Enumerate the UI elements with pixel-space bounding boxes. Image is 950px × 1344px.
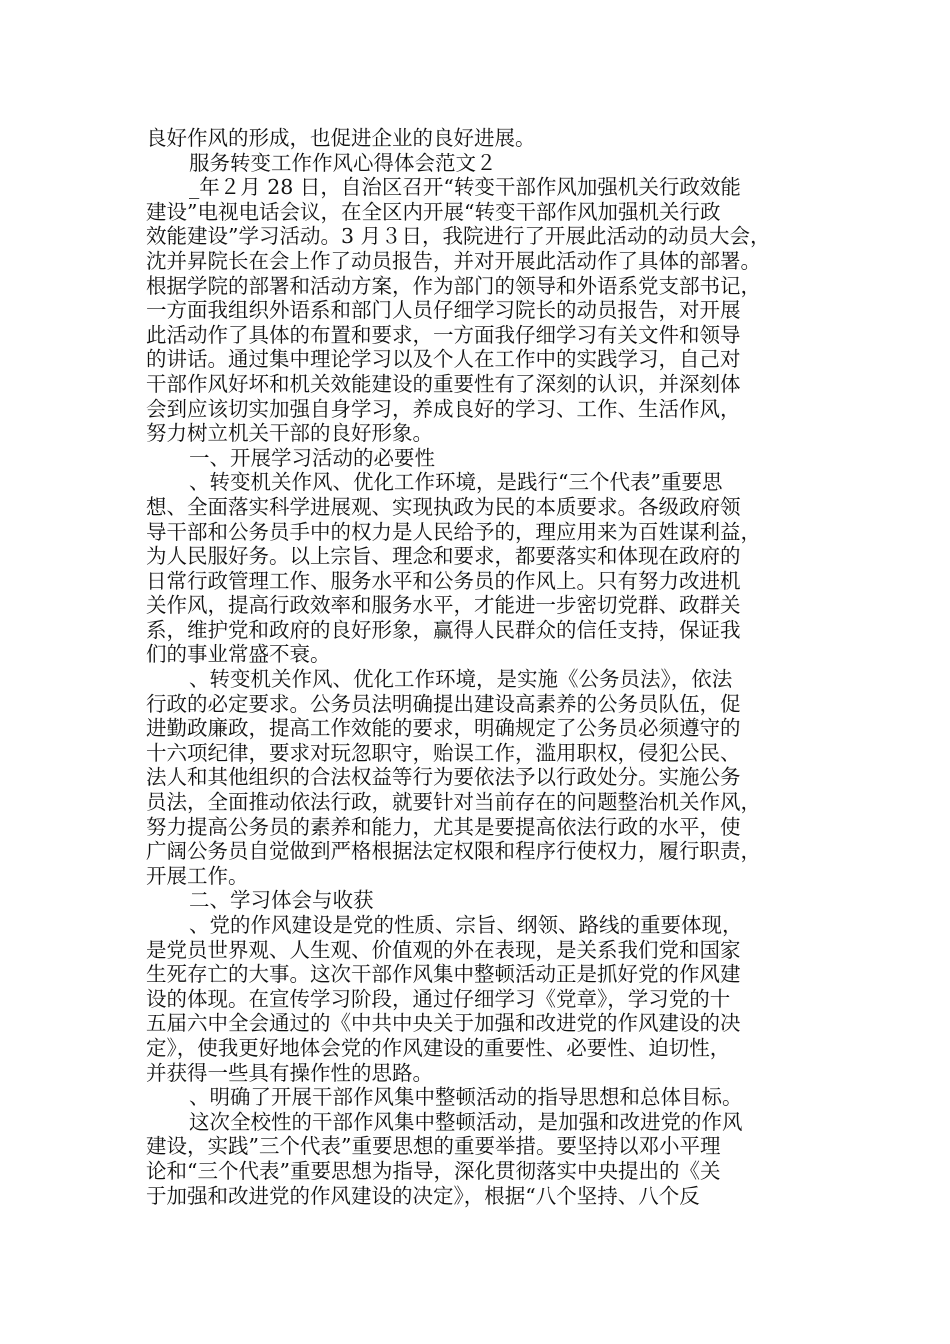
text-line: 并获得一些具有操作性的思路。 — [146, 1060, 433, 1085]
text-line: 此活动作了具体的布置和要求，一方面我仔细学习有关文件和领导 — [146, 322, 741, 347]
text-line: 、党的作风建设是党的性质、宗旨、纲领、路线的重要体现， — [189, 913, 743, 937]
text-line: 根据学院的部署和活动方案，作为部门的领导和外语系党支部书记， — [146, 273, 761, 298]
text-line: 们的事业常盛不衰。 — [146, 642, 331, 667]
text-line: 、转变机关作风、优化工作环境，是实施《公务员法》，依法 — [189, 667, 733, 692]
text-line: 、转变机关作风、优化工作环境，是践行“三个代表”重要思 — [189, 470, 723, 495]
text-line: 导干部和公务员手中的权力是人民给予的，理应用来为百姓谋利益， — [146, 519, 761, 544]
text-line: 建设，实践”三个代表”重要思想的重要举措。要坚持以邓小平理 — [146, 1134, 721, 1159]
document-body — [146, 126, 806, 1208]
text-line: 广阔公务员自觉做到严格根据法定权限和程序行使权力，履行职责， — [146, 839, 761, 864]
text-line: 这次全校性的干部作风集中整顿活动，是加强和改进党的作风 — [189, 1109, 743, 1134]
text-line: 日常行政管理工作、服务水平和公务员的作风上。只有努力改进机 — [146, 568, 741, 593]
text-line: 定》，使我更好地体会党的作风建设的重要性、必要性、迫切性， — [146, 1035, 731, 1060]
text-line: 进勤政廉政，提高工作效能的要求，明确规定了公务员必须遵守的 — [146, 716, 741, 741]
text-line: 生死存亡的大事。这次干部作风集中整顿活动正是抓好党的作风建 — [146, 962, 741, 987]
text-line: 想、全面落实科学进展观、实现执政为民的本质要求。各级政府领 — [146, 494, 741, 519]
text-line: 系，维护党和政府的良好形象，赢得人民群众的信任支持，保证我 — [146, 617, 741, 642]
text-line: 干部作风好坏和机关效能建设的重要性有了深刻的认识，并深刻体 — [146, 371, 741, 396]
text-line: 效能建设”学习活动。3 月３日，我院进行了开展此活动的动员大会， — [146, 224, 771, 249]
text-line: 努力提高公务员的素养和能力，尤其是要提高依法行政的水平，使 — [146, 814, 741, 839]
text-line: 一方面我组织外语系和部门人员仔细学习院长的动员报告，对开展 — [146, 298, 741, 323]
text-line: 为人民服好务。以上宗旨、理念和要求，都要落实和体现在政府的 — [146, 544, 741, 569]
text-line: 法人和其他组织的合法权益等行为要依法予以行政处分。实施公务 — [146, 765, 741, 790]
text-line: 设的体现。在宣传学习阶段，通过仔细学习《党章》，学习党的十 — [146, 986, 731, 1011]
text-line: 开展工作。 — [146, 863, 249, 888]
text-line: 会到应该切实加强自身学习，养成良好的学习、工作、生活作风， — [146, 396, 741, 421]
text-line: 五届六中全会通过的《中共中央关于加强和改进党的作风建设的决 — [146, 1011, 741, 1036]
text-line: 服务转变工作作风心得体会范文２ — [189, 150, 497, 175]
text-line: 是党员世界观、人生观、价值观的外在表现，是关系我们党和国家 — [146, 937, 741, 962]
text-line: 行政的必定要求。公务员法明确提出建设高素养的公务员队伍，促 — [146, 691, 741, 716]
text-line: 于加强和改进党的作风建设的决定》，根据“八个坚持、八个反 — [146, 1183, 700, 1208]
text-line: 沈并昇院长在会上作了动员报告，并对开展此活动作了具体的部署。 — [146, 248, 761, 273]
text-line: 员法，全面推动依法行政，就要针对当前存在的问题整治机关作风， — [146, 790, 761, 815]
text-line: 二、学习体会与收获 — [189, 888, 374, 913]
text-line: 努力树立机关干部的良好形象。 — [146, 421, 433, 446]
text-line: 良好作风的形成，也促进企业的良好进展。 — [146, 126, 536, 150]
text-line: 、明确了开展干部作风集中整顿活动的指导思想和总体目标。 — [189, 1085, 743, 1110]
text-line: 建设”电视电话会议，在全区内开展“转变干部作风加强机关行政 — [146, 199, 721, 224]
text-line: 关作风，提高行政效率和服务水平，才能进一步密切党群、政群关 — [146, 593, 741, 618]
text-line: 的讲话。通过集中理论学习以及个人在工作中的实践学习，自己对 — [146, 347, 741, 372]
text-line: 论和“三个代表”重要思想为指导，深化贯彻落实中央提出的《关 — [146, 1158, 721, 1183]
text-line: 十六项纪律，要求对玩忽职守，贻误工作，滥用职权，侵犯公民、 — [146, 740, 741, 765]
text-line: 一、开展学习活动的必要性 — [189, 445, 435, 470]
text-line: _年２月 28 日，自治区召开“转变干部作风加强机关行政效能 — [189, 175, 741, 200]
